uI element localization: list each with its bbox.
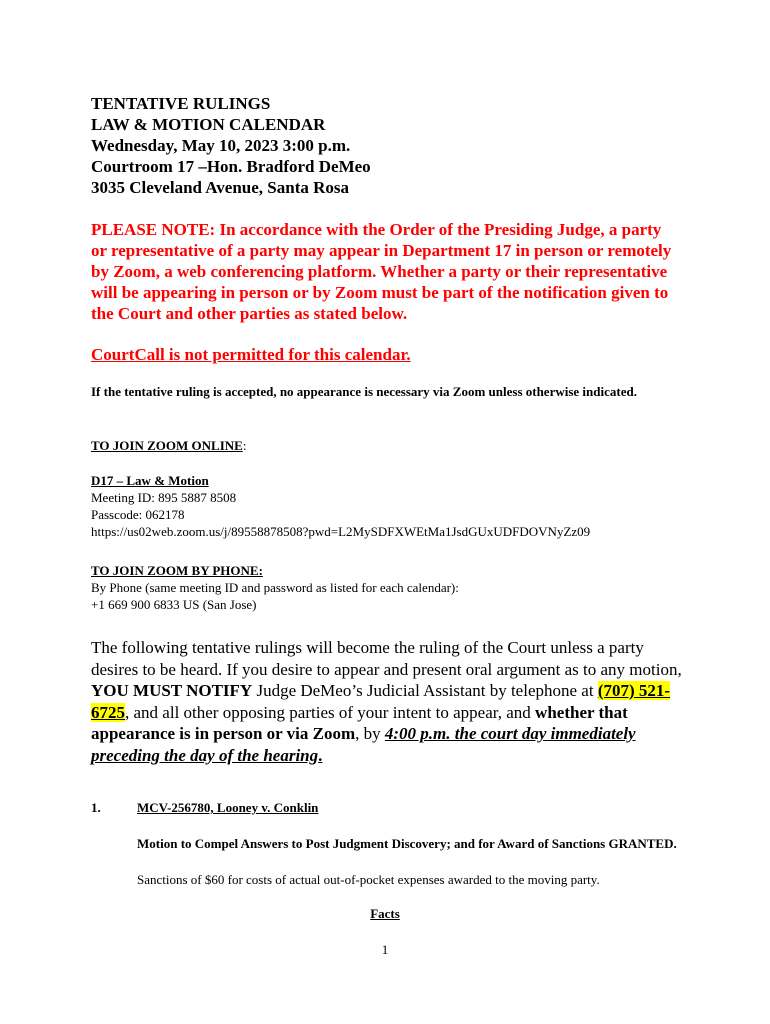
- zoom-phone-heading: TO JOIN ZOOM BY PHONE:: [91, 563, 263, 578]
- header-courtroom: Courtroom 17 –Hon. Bradford DeMeo: [91, 157, 371, 176]
- please-note-notice: PLEASE NOTE: In accordance with the Order of the Presiding Judge, a party or representative of a party may appear in Department 17 in person or remotely by Zoom, a web conferencing platform. Whether a party or their representative will be appearing in person or by Zoom must be part of the notification given to the Court and other parties as stated below.: [91, 220, 672, 323]
- instructions-part1: The following tentative rulings will become the ruling of the Court unless a party desires to be heard. If you desire to appear and present oral argument as to any motion,: [91, 638, 682, 679]
- case-caption: MCV-256780, Looney v. Conklin: [137, 800, 319, 815]
- zoom-online-colon: :: [242, 438, 247, 453]
- header-date: Wednesday, May 10, 2023 3:00 p.m.: [91, 136, 351, 155]
- hearing-instructions: [91, 637, 691, 766]
- case-item: [91, 800, 318, 816]
- header-address: 3035 Cleveland Avenue, Santa Rosa: [91, 178, 350, 197]
- motion-ruling: Motion to Compel Answers to Post Judgment Discovery; and for Award of Sanctions GRANTED.: [137, 836, 677, 851]
- zoom-online-heading: [91, 437, 246, 454]
- zoom-phone-details: [91, 562, 459, 613]
- zoom-calendar-title: D17 – Law & Motion: [91, 473, 209, 488]
- zoom-passcode: Passcode: 062178: [91, 507, 185, 522]
- header-calendar: LAW & MOTION CALENDAR: [91, 115, 326, 134]
- zoom-url-link[interactable]: https://us02web.zoom.us/j/89558878508?pwd=L2MySDFXWEtMa1JsdGUxUDFDOVNyZz09: [91, 524, 591, 539]
- zoom-phone-number: +1 669 900 6833 US (San Jose): [91, 597, 257, 612]
- instructions-end: .: [318, 745, 323, 765]
- assistant-phone-number: (707) 521-6725: [91, 681, 671, 722]
- header-title: TENTATIVE RULINGS: [91, 94, 271, 113]
- sanctions-text: Sanctions of $60 for costs of actual out-of-pocket expenses awarded to the moving party.: [137, 872, 600, 887]
- instructions-part3: , and all other opposing parties of your intent to appear, and: [125, 702, 536, 722]
- page-number: 1: [381, 942, 389, 957]
- zoom-phone-instructions: By Phone (same meeting ID and password as listed for each calendar):: [91, 580, 459, 595]
- calendar-header: [91, 93, 371, 198]
- zoom-meeting-id: Meeting ID: 895 5887 8508: [91, 490, 237, 505]
- appearance-mode-text: whether that appearance is in person or via Zoom: [91, 702, 628, 743]
- instructions-part2: Judge DeMeo’s Judicial Assistant by telephone at: [252, 681, 598, 700]
- must-notify-text: YOU MUST NOTIFY: [91, 681, 253, 700]
- zoom-online-heading-text: TO JOIN ZOOM ONLINE: [91, 438, 243, 453]
- zoom-online-details: [91, 472, 590, 540]
- instructions-part4: , by: [355, 724, 385, 743]
- acceptance-note: If the tentative ruling is accepted, no appearance is necessary via Zoom unless otherwise indicated.: [91, 384, 637, 399]
- courtcall-notice: CourtCall is not permitted for this calendar.: [91, 345, 411, 364]
- notification-deadline: 4:00 p.m. the court day immediately preceding the day of the hearing: [91, 724, 636, 765]
- case-number: 1.: [91, 800, 101, 815]
- facts-heading: Facts: [370, 906, 400, 921]
